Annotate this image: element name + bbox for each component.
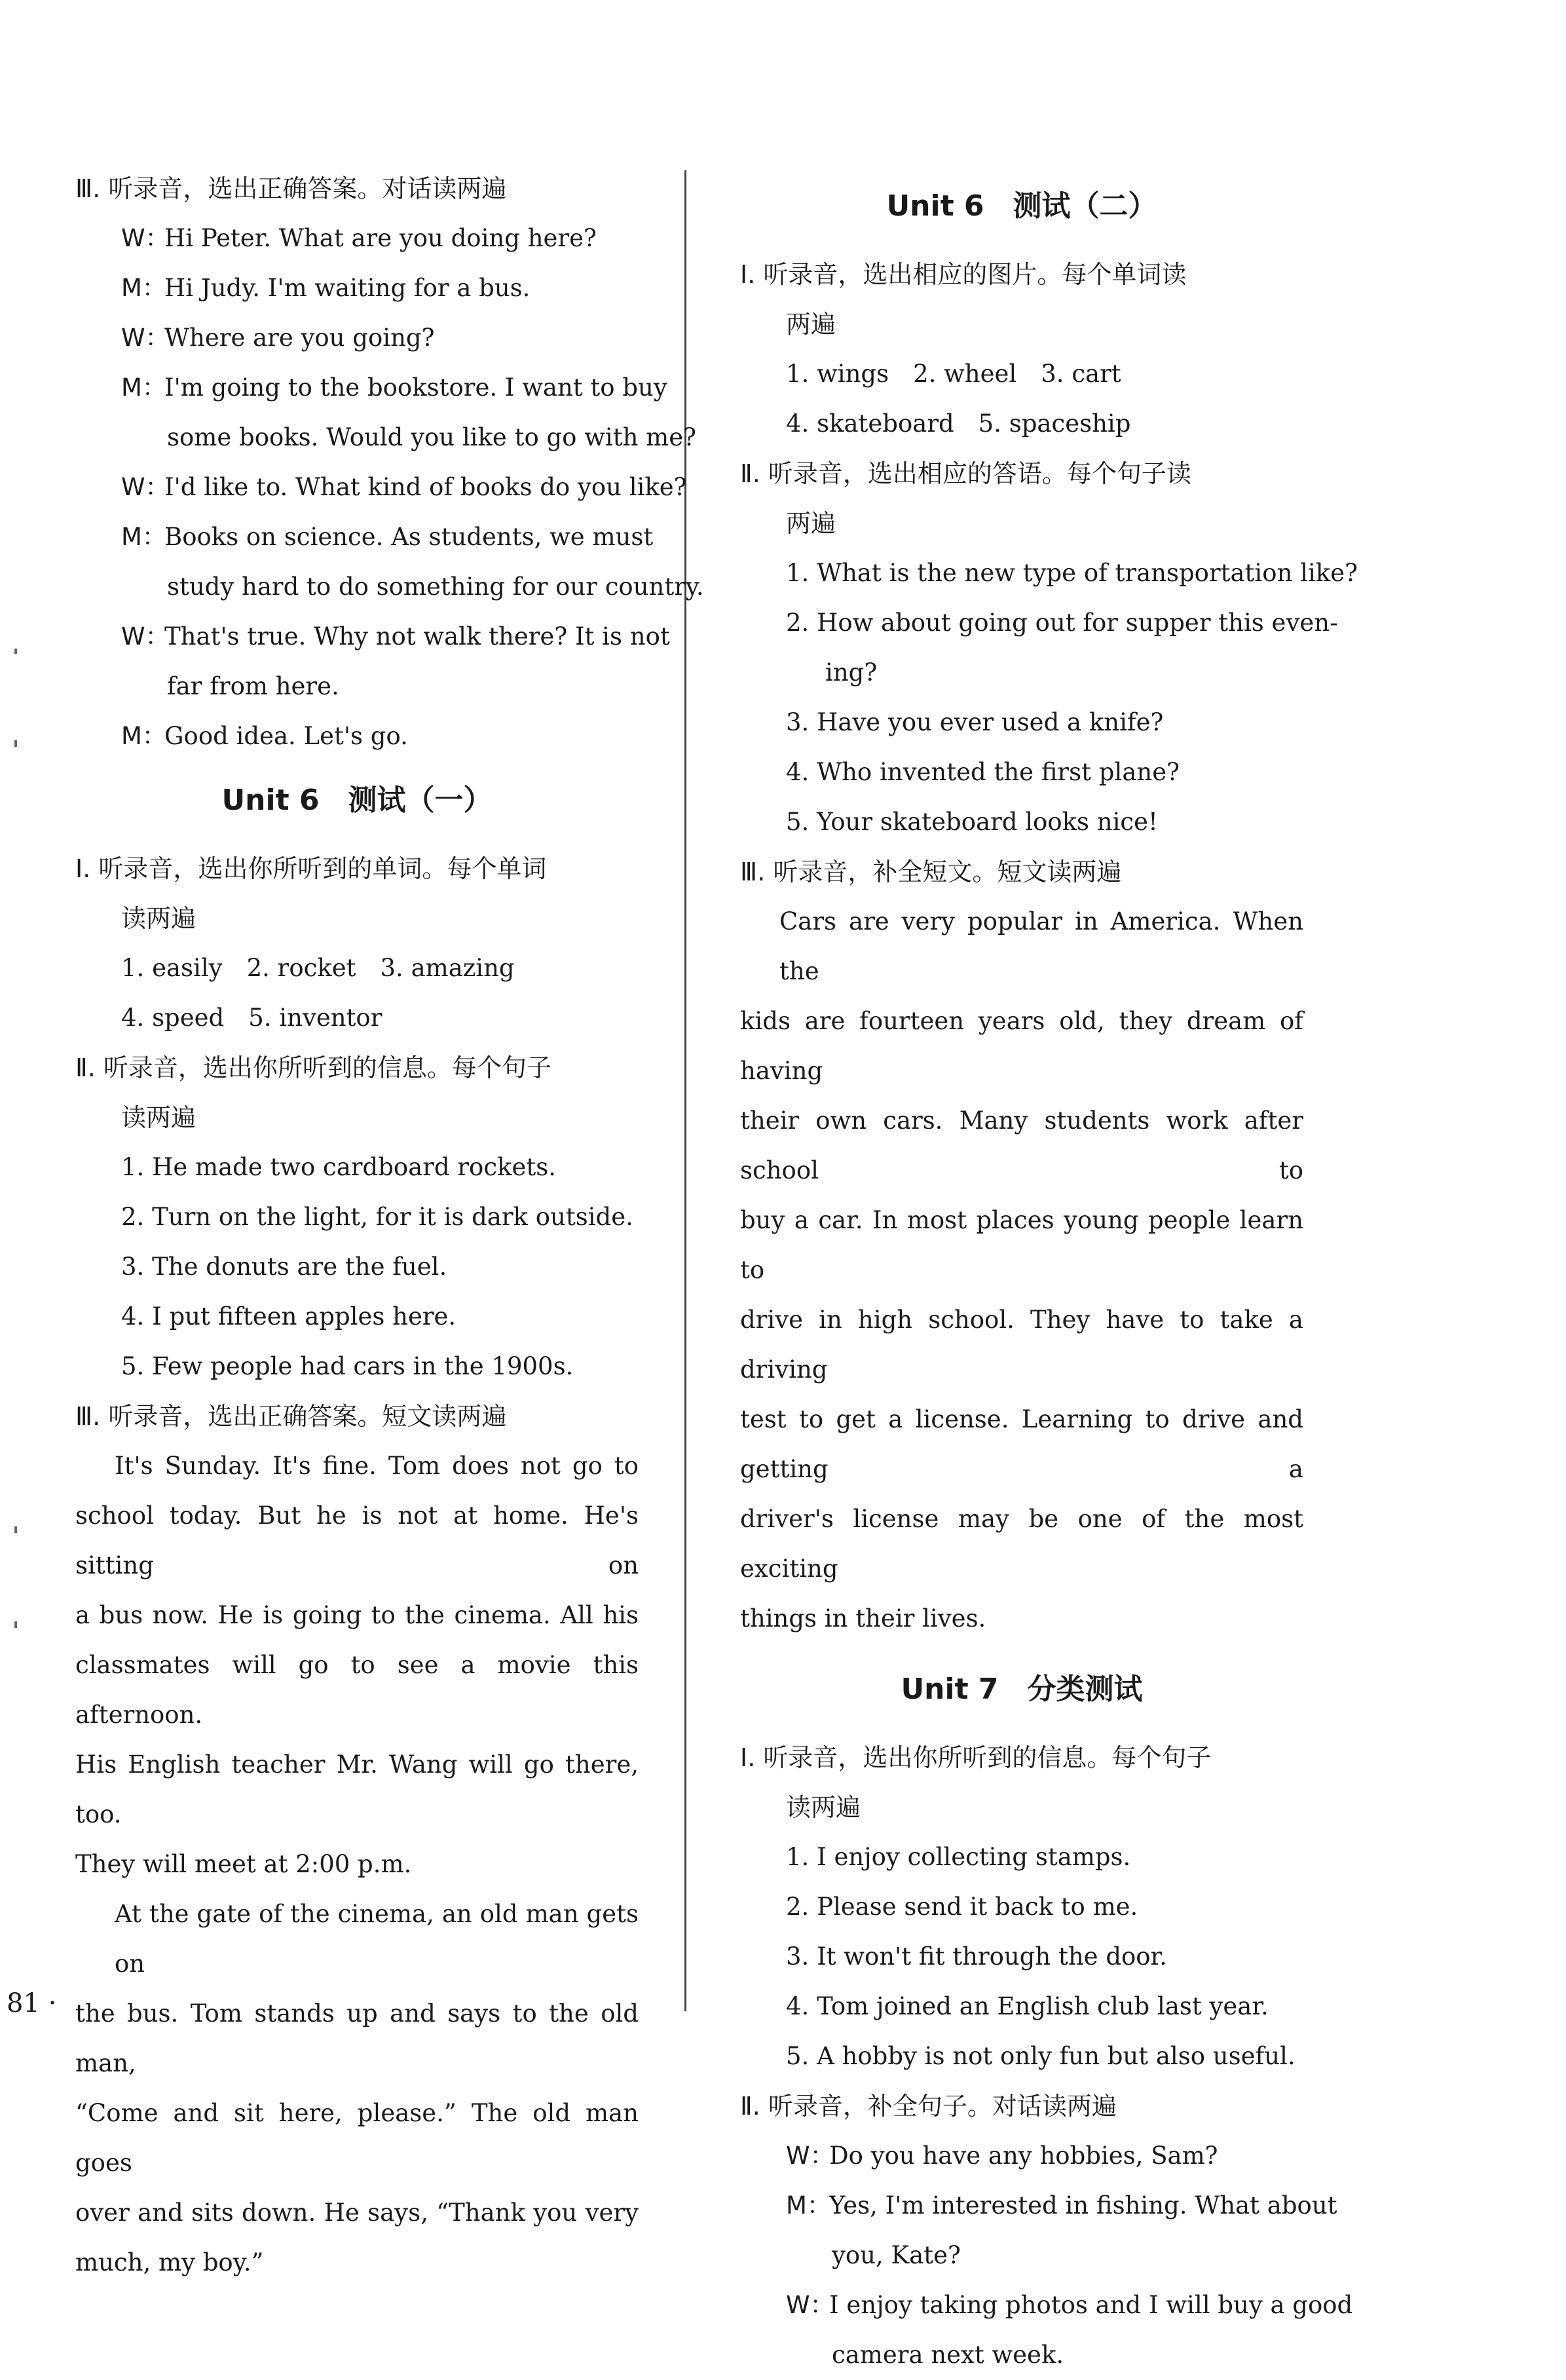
dialogue-line: W：Where are you going? [121, 324, 435, 352]
section-header-cont: 读两遍 [121, 1103, 196, 1132]
section-header-cont: 两遍 [786, 310, 836, 339]
passage-line: It's Sunday. It's fine. Tom does not go to [115, 1452, 639, 1480]
section-header: Ⅱ. 听录音，选出你所听到的信息。每个句子 [75, 1053, 551, 1082]
passage-line: His English teacher Mr. Wang will go there, too. [75, 1750, 639, 1828]
dialogue-continuation: far from here. [167, 672, 339, 700]
section-header: Ⅲ. 听录音，补全短文。短文读两遍 [740, 858, 1122, 886]
list-item: 1. easily 2. rocket 3. amazing [121, 954, 515, 982]
passage-line: They will meet at 2:00 p.m. [75, 1850, 412, 1878]
dialogue-continuation: camera next week. [832, 2341, 1064, 2369]
section-header-cont: 读两遍 [786, 1793, 861, 1822]
section-header: Ⅰ. 听录音，选出你所听到的单词。每个单词 [75, 854, 547, 883]
section-header: Ⅲ. 听录音，选出正确答案。对话读两遍 [75, 174, 507, 203]
passage-line: At the gate of the cinema, an old man gets on [115, 1900, 639, 1978]
edge-mark [14, 1526, 17, 1533]
dialogue-line: M：Hi Judy. I'm waiting for a bus. [121, 274, 531, 302]
list-item: 3. Have you ever used a knife? [786, 708, 1164, 736]
list-item: 2. How about going out for supper this even- [786, 609, 1338, 637]
list-item: 1. What is the new type of transportation like? [786, 559, 1358, 587]
passage [75, 1441, 639, 2288]
dialogue-continuation: study hard to do something for our country. [167, 573, 704, 601]
dialogue-line: M：Good idea. Let's go. [121, 722, 408, 750]
edge-mark [14, 740, 17, 747]
edge-mark [14, 1621, 17, 1628]
left-column [75, 164, 704, 2288]
list-item: 1. He made two cardboard rockets. [121, 1153, 556, 1181]
passage-line: school today. But he is not at home. He's sitting on [75, 1502, 639, 1579]
page-number: 81 · [7, 1988, 57, 2018]
list-item: 4. Who invented the first plane? [786, 758, 1180, 786]
dialogue-line: W：I enjoy taking photos and I will buy a good [786, 2291, 1353, 2319]
section-header: Ⅰ. 听录音，选出你所听到的信息。每个句子 [740, 1743, 1212, 1772]
dialogue-continuation: you, Kate? [832, 2241, 961, 2269]
passage-line: driver's license may be one of the most exciting [740, 1505, 1303, 1583]
section-header-cont: 两遍 [786, 509, 836, 538]
dialogue-line: W：That's true. Why not walk there? It is not [121, 622, 670, 651]
dialogue [740, 2131, 1353, 2380]
list-item: 3. The donuts are the fuel. [121, 1253, 447, 1281]
section-header: Ⅱ. 听录音，补全句子。对话读两遍 [740, 2092, 1117, 2121]
passage-line: test to get a license. Learning to drive and getting a [740, 1405, 1303, 1483]
passage-line: drive in high school. They have to take a driving [740, 1306, 1303, 1384]
passage-line: “Come and sit here, please.” The old man goes [75, 2099, 639, 2177]
list-item: 5. Few people had cars in the 1900s. [121, 1352, 574, 1380]
section-header: Ⅱ. 听录音，选出相应的答语。每个句子读 [740, 459, 1191, 488]
list-item: 1. I enjoy collecting stamps. [786, 1843, 1131, 1871]
passage-line: much, my boy.” [75, 2248, 264, 2276]
list-item: 5. Your skateboard looks nice! [786, 808, 1158, 836]
passage-line: Cars are very popular in America. When the [779, 907, 1303, 985]
unit-title: Unit 6 测试（二） [886, 189, 1157, 223]
dialogue-line: W：I'd like to. What kind of books do you like? [121, 473, 687, 501]
passage-line: over and sits down. He says, “Thank you very [75, 2199, 639, 2227]
passage-line: things in their lives. [740, 1604, 986, 1633]
dialogue-continuation: some books. Would you like to go with me? [167, 423, 697, 451]
section-header: Ⅲ. 听录音，选出正确答案。短文读两遍 [75, 1402, 507, 1431]
passage-line: buy a car. In most places young people learn to [740, 1206, 1303, 1284]
section-header: Ⅰ. 听录音，选出相应的图片。每个单词读 [740, 260, 1187, 289]
passage [740, 897, 1303, 1644]
passage-line: a bus now. He is going to the cinema. All his [75, 1601, 639, 1629]
dialogue-line: M：Books on science. As students, we must [121, 523, 654, 551]
dialogue-line: W：Hi Peter. What are you doing here? [121, 224, 597, 252]
list-item: 4. speed 5. inventor [121, 1004, 382, 1032]
dialogue [75, 214, 704, 761]
unit-title: Unit 7 分类测试 [901, 1672, 1143, 1706]
list-item: 2. Please send it back to me. [786, 1893, 1138, 1921]
list-item: 4. Tom joined an English club last year. [786, 1992, 1269, 2020]
list-item: 2. Turn on the light, for it is dark outside. [121, 1203, 633, 1231]
unit-title: Unit 6 测试（一） [221, 784, 493, 817]
list-item: 1. wings 2. wheel 3. cart [786, 360, 1121, 388]
list-item: 4. skateboard 5. spaceship [786, 409, 1131, 438]
dialogue-line: M：I'm going to the bookstore. I want to buy [121, 373, 667, 402]
passage-line: their own cars. Many students work after school to [740, 1106, 1303, 1184]
section-header-cont: 读两遍 [121, 904, 196, 933]
right-column [740, 180, 1358, 2380]
dialogue-line: W：Do you have any hobbies, Sam? [786, 2142, 1218, 2170]
list-item: 4. I put fifteen apples here. [121, 1302, 457, 1331]
passage-line: classmates will go to see a movie this afternoon. [75, 1651, 639, 1729]
list-item-cont: ing? [825, 658, 878, 687]
passage-line: kids are fourteen years old, they dream of having [740, 1007, 1303, 1085]
edge-mark [14, 649, 17, 654]
passage-line: the bus. Tom stands up and says to the old man, [75, 1999, 639, 2077]
dialogue-line: M：Yes, I'm interested in fishing. What about [786, 2191, 1337, 2219]
list-item: 3. It won't fit through the door. [786, 1942, 1167, 1971]
list-item: 5. A hobby is not only fun but also useful. [786, 2042, 1296, 2070]
